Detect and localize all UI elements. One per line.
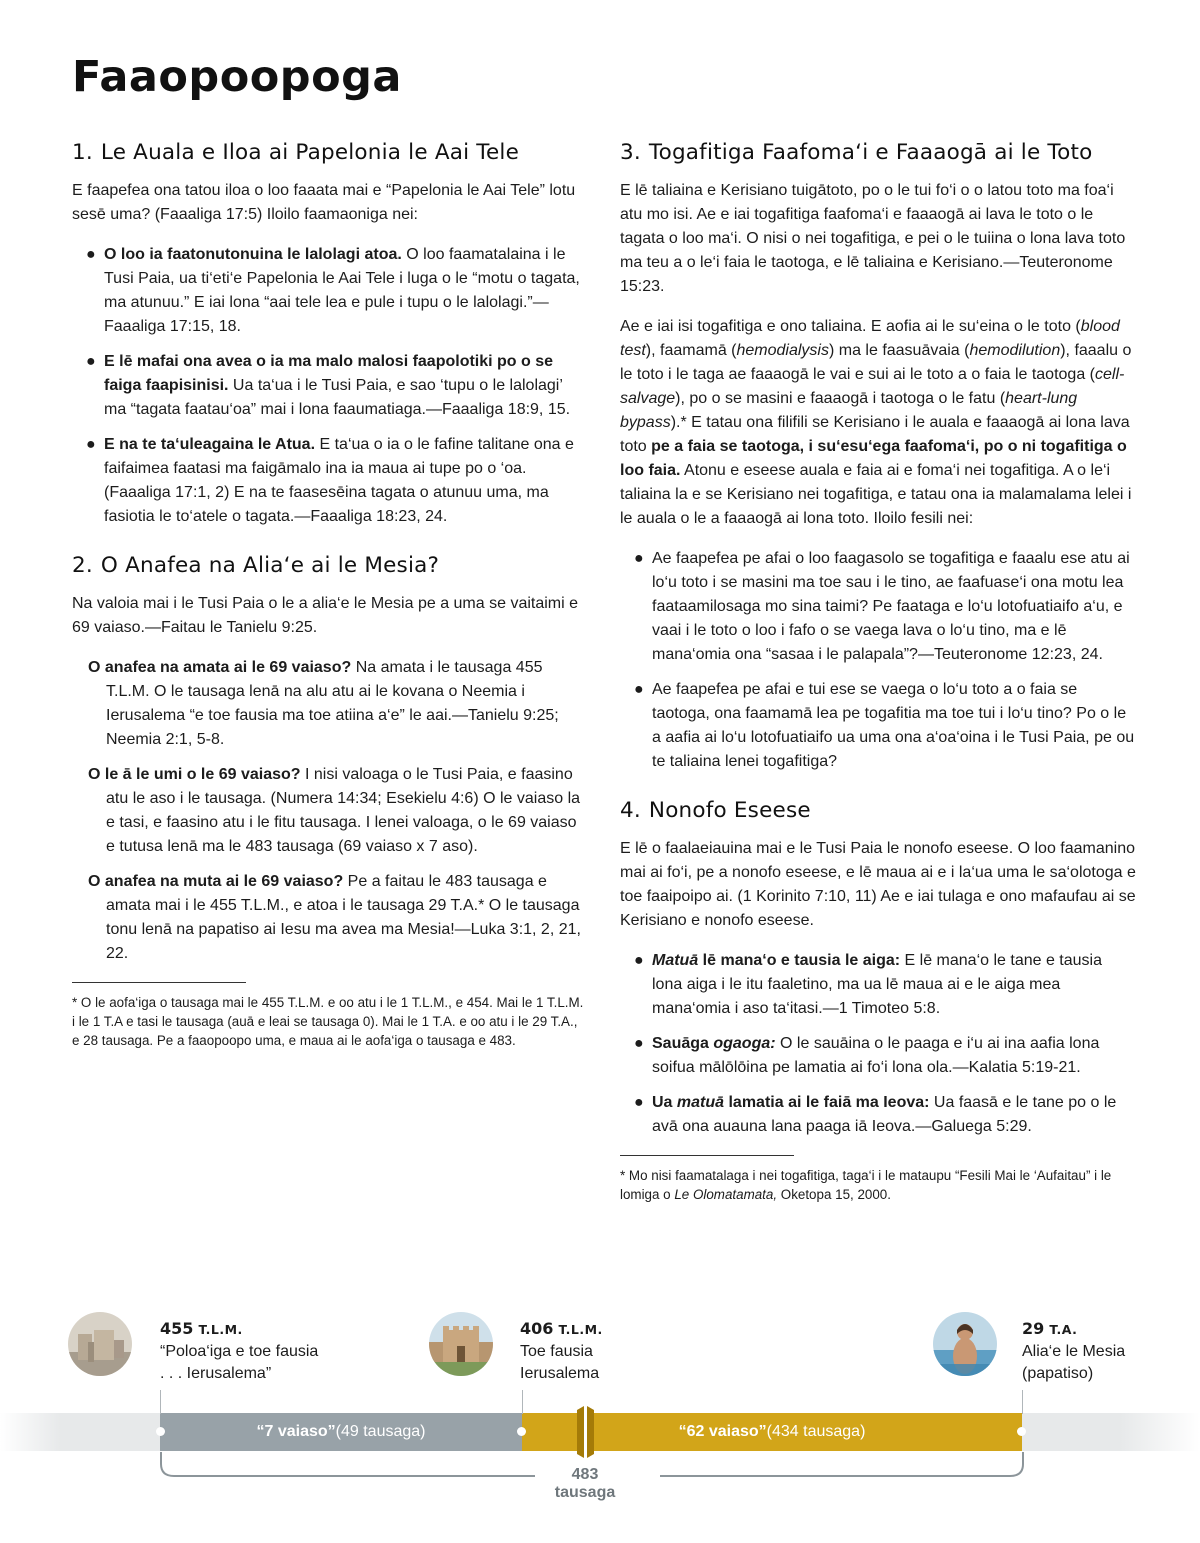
section-3-paragraph-1: E lē taliaina e Kerisiano tuigātoto, po o le tui fo‘i o o latou toto ma foa‘i atu mo isi. Ae e iai togafitiga faafoma‘i e faaaogā ai lava le toto o le tagata o loo ma‘i. O nisi o nei togafitiga, e pei o le tuiina o lona lava toto ma teu a o le‘i faia le taotoga, e lē taliaina e Kerisiano.—Teuteronome 15:23. (620, 182, 1126, 295)
right-column (620, 140, 1136, 1204)
section-number: 3. (620, 140, 641, 165)
list-item (86, 243, 588, 339)
timeline-point (1017, 1427, 1026, 1436)
item-text: I nisi valoaga o le Tusi Paia, e faasino atu le aso i le tausaga. (Numera 14:34; Esekielu 4:6) O le vaiaso la e tasi, e faasino atu i le fitu tausaga. I lenei valoaga, o le 69 vaiaso e tutusa lenā ma le 483 tausaga (69 vaiaso x 7 aso). (106, 766, 581, 855)
item-lead: O le ā le umi o le 69 vaiaso? (88, 766, 301, 783)
section-number: 4. (620, 798, 641, 823)
section-1-bullets (72, 243, 588, 529)
section-title: Le Auala e Iloa ai Papelonia le Aai Tele (100, 140, 520, 165)
timeline-date-29: 29 T.A. Alia‘e le Mesia (papatiso) (1022, 1319, 1126, 1382)
list-item: ● Ua matuā lamatia ai le faiā ma Ieova: Ua faasā e le tane po o le avā ona auauna lana paaga iā Ieova.—Galuega 5:29. (634, 1091, 1136, 1139)
bullet-lead: O loo ia faatonutonuina le lalolagi atoa. (104, 246, 402, 263)
timeline (0, 1300, 1200, 1500)
section-title: O Anafea na Alia‘e ai le Mesia? (100, 553, 440, 578)
bullet-lead: E na te ta‘uleagaina le Atua. (104, 436, 316, 453)
footnote-divider (620, 1155, 794, 1156)
bullet-text: O loo faamatalaina i le Tusi Paia, ua ti‘eti‘e Papelonia le Aai Tele i luga o le “motu o tagata, ma atunuu.” E iai lona “aai tele lea e pule i tupu o le lalolagi.”—Faaaliga 17:15, 18. (104, 246, 580, 335)
bullet-icon: ● (86, 353, 96, 370)
list-item: ● Matuā lē mana‘o e tausia le aiga: E lē mana‘o le tane e tausia lona aiga i le itu faaletino, ma ua lē maua ai e le aiga mea mana‘omia i aso ta‘itasi.—1 Timoteo 5:8. (634, 949, 1136, 1021)
left-column (72, 140, 588, 1050)
timeline-tick (522, 1390, 523, 1414)
bullet-text: Ua ta‘ua i le Tusi Paia, e sao ‘tupu o le lalolagi’ ma “tagata faatau‘oa” mai i lona faaumatiaga.—Faaaliga 18:9, 15. (104, 377, 571, 418)
bullet-text: Ae faapefea pe afai o loo faagasolo se togafitiga e faaalu ese atu ai lo‘u toto i se masini ma toe sau i le tino, ae faafuase‘i ona motu lea faataamilosaga mo sina taimi? Pe faataga e lo‘u lotofuatiaifo a‘u, e vaai i le toto o loo i fafo o se vaega lava o lo‘u tino, ma e lē mana‘omia ona “sasaa i le palapala”?—Teuteronome 12:23, 24. (652, 550, 1130, 663)
baptism-icon (933, 1312, 997, 1376)
bullet-icon: ● (634, 1094, 644, 1111)
section-3-paragraph-2: Ae e iai isi togafitiga e ono taliaina. E aofia ai le su‘eina o le toto (blood test), faamamā (hemodialysis) ma le faasuāvaia (hemodilution), faaalu o le toto i le taga ae faaaogā le vai e sui ai le toto a o faia le taotoga (cell-salvage), po o se masini e faaaogā i taotoga o le fatu (heart-lung bypass).* E tatau ona filifili se Kerisiano i le auala e faaaogā ai lona lava toto pe a faia se taotoga, i su‘esu‘ega faafoma‘i, po o ni togafitiga o loo faia. Atonu e eseese auala e faia ai e foma‘i nei togafitiga. A o le‘i taliaina la e se Kerisiano nei togafitiga, e tatau ona ia malamalama lelei i le auala o le a faaaogā ai lona toto. Iloilo fesili nei: (620, 318, 1132, 527)
city-walls-ruins-icon (68, 1312, 132, 1376)
list-item (634, 547, 1136, 667)
section-3-bullets (620, 547, 1136, 774)
list-item (86, 350, 588, 422)
timeline-segment-7-weeks: “7 vaiaso”(49 tausaga) (160, 1413, 522, 1451)
bullet-icon: ● (634, 681, 644, 698)
section-number: 1. (72, 140, 93, 165)
list-item: ● Sauāga ogaoga: O le sauāina o le paaga e i‘u ai ina aafia lona soifua mālōlōina pe lamatia ai fo‘i lona ola.—Kalatia 5:19-21. (634, 1032, 1136, 1080)
section-2-intro: Na valoia mai i le Tusi Paia o le a alia‘e le Mesia pe a uma se vaitaimi e 69 vaiaso.—Faitau le Tanielu 9:25. (72, 595, 579, 636)
list-item (634, 678, 1136, 774)
timeline-point (517, 1427, 526, 1436)
section-title: Nonofo Eseese (648, 798, 811, 823)
bullet-icon: ● (634, 952, 644, 969)
bullet-icon: ● (634, 550, 644, 567)
list-item (72, 870, 588, 966)
timeline-date-406: 406 T.L.M. Toe fausia Ierusalema (520, 1319, 603, 1382)
bullet-text: Ae faapefea pe afai e tui ese se vaega o lo‘u toto a o faia se taotoga, ona faamamā lea pe togafitia ma toe tui i lo‘u tino? Po o le a aafia ai lo‘u lotofuatiaifo ua uma ona a‘oa‘oina i le Tusi Paia, pe ou te taliaina lenei togafitiga? (652, 681, 1135, 770)
timeline-date-455: 455 T.L.M. “Poloa‘iga e toe fausia . . . Ierusalema” (160, 1319, 319, 1382)
section-2-heading (72, 553, 588, 578)
item-lead: O anafea na amata ai le 69 vaiaso? (88, 659, 352, 676)
city-walls-rebuilt-icon (429, 1312, 493, 1376)
bullet-lead: E lē mafai ona avea o ia ma malo malosi faapolotiki po o se faiga faapisinisi. (104, 353, 554, 394)
bullet-text: E ta‘ua o ia o le fafine talitane ona e faifaimea faatasi ma faigāmalo ina ia maua ai tupe po o ‘oa. (Faaaliga 17:1, 2) E na te faasesēina tagata o atunuu uma, ma fasiotia le to‘atele o tagata.—Faaaliga 18:23, 24. (104, 436, 574, 525)
bullet-icon: ● (86, 246, 96, 263)
timeline-tick (1022, 1390, 1023, 1414)
footnote-divider (72, 982, 246, 983)
section-number: 2. (72, 553, 93, 578)
section-3-heading (620, 140, 1136, 165)
section-1-intro: E faapefea ona tatou iloa o loo faaata mai e “Papelonia le Aai Tele” lotu sesē uma? (Faaaliga 17:5) Iloilo faamaoniga nei: (72, 182, 576, 223)
section-1-heading (72, 140, 588, 165)
section-4-intro: E lē o faalaeiauina mai e le Tusi Paia le nonofo eseese. O loo faamanino mai ai fo‘i, pe a nonofo eseese, e lē maua ai e i la‘ua uma le sa‘olotoga e toe faaipoipo ai. (1 Korinito 7:10, 11) Ae e iai tulaga e ono mafaufau ai se Kerisiano e nonofo eseese. (620, 840, 1136, 929)
timeline-tick (160, 1390, 161, 1414)
timeline-segment-62-weeks: “62 vaiaso”(434 tausaga) (522, 1413, 1022, 1451)
section-4-bullets (620, 949, 1136, 1139)
item-text: Pe a faitau le 483 tausaga e amata mai i le 455 T.L.M., e atoa i le tausaga 29 T.A.* O le tausaga tonu lenā na papatiso ai Iesu ma avea ma Mesia!—Luka 3:1, 2, 21, 22. (106, 873, 581, 962)
page-title: Faaopoopoga (72, 52, 402, 102)
item-lead: O anafea na muta ai le 69 vaiaso? (88, 873, 344, 890)
bullet-icon: ● (634, 1035, 644, 1052)
section-title: Togafitiga Faafoma‘i e Faaaogā ai le Toto (648, 140, 1093, 165)
footnote: * O le aofa‘iga o tausaga mai le 455 T.L.M. e oo atu i le 1 T.L.M., e 454. Mai le 1 T.L.M. i le 1 T.A e tasi le tausaga (auā e leai se tausaga 0). Mai le 1 T.A. e oo atu i le 29 T.A., e 28 tausaga. Pe a faaopoopo uma, e maua ai le aofa‘iga o tausaga e 483. (72, 995, 584, 1048)
list-item (72, 763, 588, 859)
section-4-heading (620, 798, 1136, 823)
item-text: Na amata i le tausaga 455 T.L.M. O le tausaga lenā na alu atu ai le kovana o Neemia i Ierusalema “e toe fausia ma toe atiina a‘e” le aai.—Tanielu 9:25; Neemia 2:1, 5-8. (106, 659, 559, 748)
bullet-icon: ● (86, 436, 96, 453)
list-item (86, 433, 588, 529)
footnote: * Mo nisi faamatalaga i nei togafitiga, taga‘i i le mataupu “Fesili Mai le ‘Aufaitau” i le lomiga o Le Olomatamata, Oketopa 15, 2000. (620, 1168, 1112, 1202)
list-item (72, 656, 588, 752)
timeline-point (156, 1427, 165, 1436)
timeline-total-label: 483 tausaga (540, 1466, 630, 1502)
